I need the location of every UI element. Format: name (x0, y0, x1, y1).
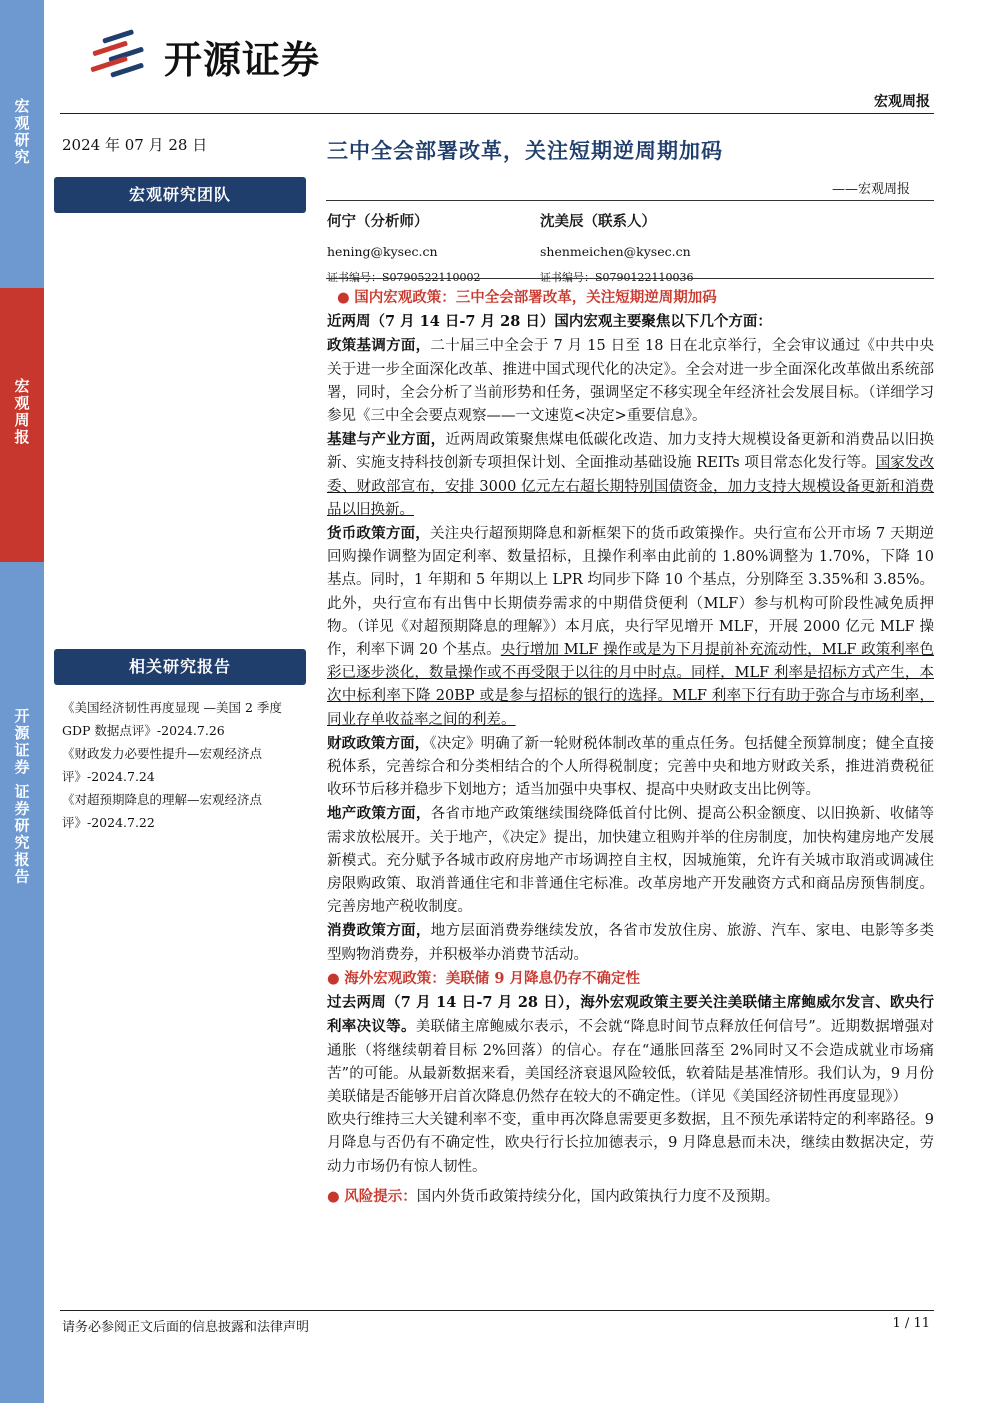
para-head: 消费政策方面， (327, 922, 431, 940)
related-reports-list (62, 696, 312, 834)
report-title: 三中全会部署改革，关注短期逆周期加码 (327, 138, 723, 163)
related-report-item[interactable]: 《对超预期降息的理解—宏观经济点评》-2024.7.22 (62, 792, 263, 830)
header-divider (60, 113, 934, 114)
author-cert: 证书编号：S0790522110002 (327, 271, 481, 284)
paragraph-monetary (327, 522, 934, 732)
sidebar-segment-kysec (0, 562, 44, 1403)
sidebar (0, 0, 44, 1403)
para-head: 过去两周（7 月 14 日-7 月 28 日），海外宏观政策主要关注美联储主席鲍威尔发言、欧央行利率决议等。 (327, 994, 934, 1036)
para-head: 地产政策方面， (327, 805, 431, 823)
footer-divider (60, 1310, 934, 1311)
author-email[interactable]: shenmeichen@kysec.cn (540, 244, 691, 259)
para-underlined: 央行增加 MLF 操作或是为下月提前补充流动性，MLF 政策利率色彩已逐步淡化，数量操作或不再受限于以往的月中时点。同样，MLF 利率是招标方式产生，本次中标利率下降 20BP 或是参与招标的银行的选择。MLF 利率下行有助于弥合与市场利率，同业存单收益率之间的利差。 (327, 642, 934, 728)
sidebar-label: 宏观研究 (12, 98, 31, 166)
paragraph-infrastructure (327, 428, 934, 522)
author-contact (540, 210, 694, 285)
para-text: 关注央行超预期降息和新框架下的货币政策操作。央行宣布公开市场 7 天期逆回购操作调整为固定利率、数量招标，且操作利率由此前的 1.80%调整为 1.70%，下降 10 基点。同时，1 年期和 5 年期以上 LPR 均同步下降 10 个基点，分别降至 3.35%和 3.85%。此外，央行宣布有出售中长期债券需求的中期借贷便利（MLF）参与机构可阶段性减免质押物。（详见《对超预期降息的理解》）本月底，央行罕见增开 MLF，开展 2000 亿元 MLF 操作，利率下调 20 个基点。 (327, 526, 934, 659)
para-text: 各省市地产政策继续围绕降低首付比例、提高公积金额度、以旧换新、收储等需求放松展开。关于地产，《决定》提出，加快建立租购并举的住房制度，加快构建房地产发展新模式。充分赋予各城市政府房地产市场调控自主权，因城施策，允许有关城市取消或调减住房限购政策、取消普通住宅和非普通住宅标准。改革房地产开发融资方式和商品房预售制度。完善房地产税收制度。 (327, 806, 934, 916)
kysec-logo-icon (88, 28, 158, 84)
author-divider (326, 278, 934, 279)
para-underlined: 国家发改委、财政部宣布，安排 3000 亿元左右超长期特别国债资金，加力支持大规模设备更新和消费品以旧换新。 (327, 455, 935, 518)
paragraph-fed (327, 991, 934, 1109)
page-number: 1 / 11 (892, 1316, 930, 1331)
author-name: 何宁（分析师） (327, 213, 429, 230)
para-head: 财政政策方面， (327, 734, 430, 752)
para-text: 美联储主席鲍威尔表示，不会就“降息时间节点释放任何信号”。近期数据增强对通胀（将继续朝着目标 2%回落）的信心。存在“通胀回落至 2%同时又不会造成就业市场痛苦”的可能。从最新数据来看，美国经济衰退风险较低，软着陆是基准情形。我们认为，9 月份美联储是否能够开启首次降息仍然存在较大的不确定性。（详见《美国经济韧性再度显现》） (327, 1019, 934, 1105)
risk-warning (327, 1185, 934, 1209)
author-cert: 证书编号：S0790122110036 (540, 271, 694, 284)
section-domestic-heading (327, 286, 934, 310)
paragraph-fiscal (327, 732, 934, 803)
para-text: 近两周政策聚焦煤电低碳化改造、加力支持大规模设备更新和消费品以旧换新、实施支持科技创新专项担保计划、全面推动基础设施 REITs 项目常态化发行等。 (327, 432, 934, 472)
para-head: 政策基调方面， (327, 337, 431, 355)
section-title: 国内宏观政策：三中全会部署改革，关注短期逆周期加码 (354, 289, 717, 306)
sidebar-segment-macro-research (0, 0, 44, 288)
para-head: 基建与产业方面， (327, 431, 446, 449)
related-report-item[interactable]: 《财政发力必要性提升—宏观经济点评》-2024.7.24 (62, 746, 263, 784)
sidebar-label: 开源证券 证券研究报告 (12, 708, 31, 886)
risk-label: 风险提示： (344, 1187, 417, 1205)
related-report-item[interactable]: 《美国经济韧性再度显现 —美国 2 季度 GDP 数据点评》-2024.7.26 (62, 700, 282, 738)
para-head: 货币政策方面， (327, 525, 430, 543)
section-intro (327, 310, 934, 334)
bullet-dot-icon: ● (327, 969, 340, 987)
author-email[interactable]: hening@kysec.cn (327, 244, 438, 259)
report-date: 2024 年 07 月 28 日 (62, 136, 208, 154)
paragraph-consumption (327, 919, 934, 966)
risk-text: 国内外货币政策持续分化，国内政策执行力度不及预期。 (416, 1188, 780, 1205)
para-text: 欧央行维持三大关键利率不变，重申再次降息需要更多数据，且不预先承诺特定的利率路径。9 月降息与否仍有不确定性，欧央行行长拉加德表示，9 月降息悬而未决，继续由数据决定，劳动力市场仍有惊人韧性。 (327, 1112, 934, 1175)
team-title: 宏观研究团队 (54, 177, 306, 213)
logo-text: 开源证券 (164, 37, 321, 82)
para-text: 地方层面消费券继续发放，各省市发放住房、旅游、汽车、家电、电影等多类型购物消费券，并积极举办消费节活动。 (327, 923, 934, 963)
company-logo (88, 28, 320, 84)
author-name: 沈美辰（联系人） (540, 213, 656, 230)
sidebar-label: 宏观周报 (12, 378, 31, 446)
paragraph-real-estate (327, 802, 934, 919)
footer-disclaimer: 请务必参阅正文后面的信息披露和法律声明 (62, 1320, 310, 1335)
bullet-dot-icon: ● (337, 289, 350, 306)
intro-text: 近两周（7 月 14 日-7 月 28 日）国内宏观主要聚焦以下几个方面： (327, 313, 772, 331)
title-divider (326, 200, 934, 201)
report-body (327, 286, 934, 1209)
paragraph-policy-tone (327, 334, 934, 428)
bullet-dot-icon: ● (327, 1187, 340, 1205)
para-text: 《决定》明确了新一轮财税体制改革的重点任务。包括健全预算制度；健全直接税体系，完善综合和分类相结合的个人所得税制度；完善中央和地方财政关系，推进消费税征收环节后移并稳步下划地方；适当加强中央事权、提高中央财政支出比例等。 (327, 735, 935, 799)
section-overseas-heading (327, 967, 934, 991)
report-subtitle: ——宏观周报 (831, 182, 910, 197)
report-type-label: 宏观周报 (874, 94, 930, 110)
para-text: 二十届三中全会于 7 月 15 日至 18 日在北京举行，全会审议通过《中共中央关于进一步全面深化改革、推进中国式现代化的决定》。全会对进一步全面深化改革做出系统部署，同时，全会分析了当前形势和任务，强调坚定不移实现全年经济社会发展目标。（详细学习参见《三中全会要点观察——一文速览<决定>重要信息》。 (327, 338, 935, 425)
section-title: 海外宏观政策：美联储 9 月降息仍存不确定性 (344, 969, 640, 987)
sidebar-segment-macro-weekly (0, 288, 44, 562)
related-reports-title: 相关研究报告 (54, 649, 306, 685)
author-analyst (327, 210, 481, 285)
paragraph-ecb (327, 1109, 934, 1179)
